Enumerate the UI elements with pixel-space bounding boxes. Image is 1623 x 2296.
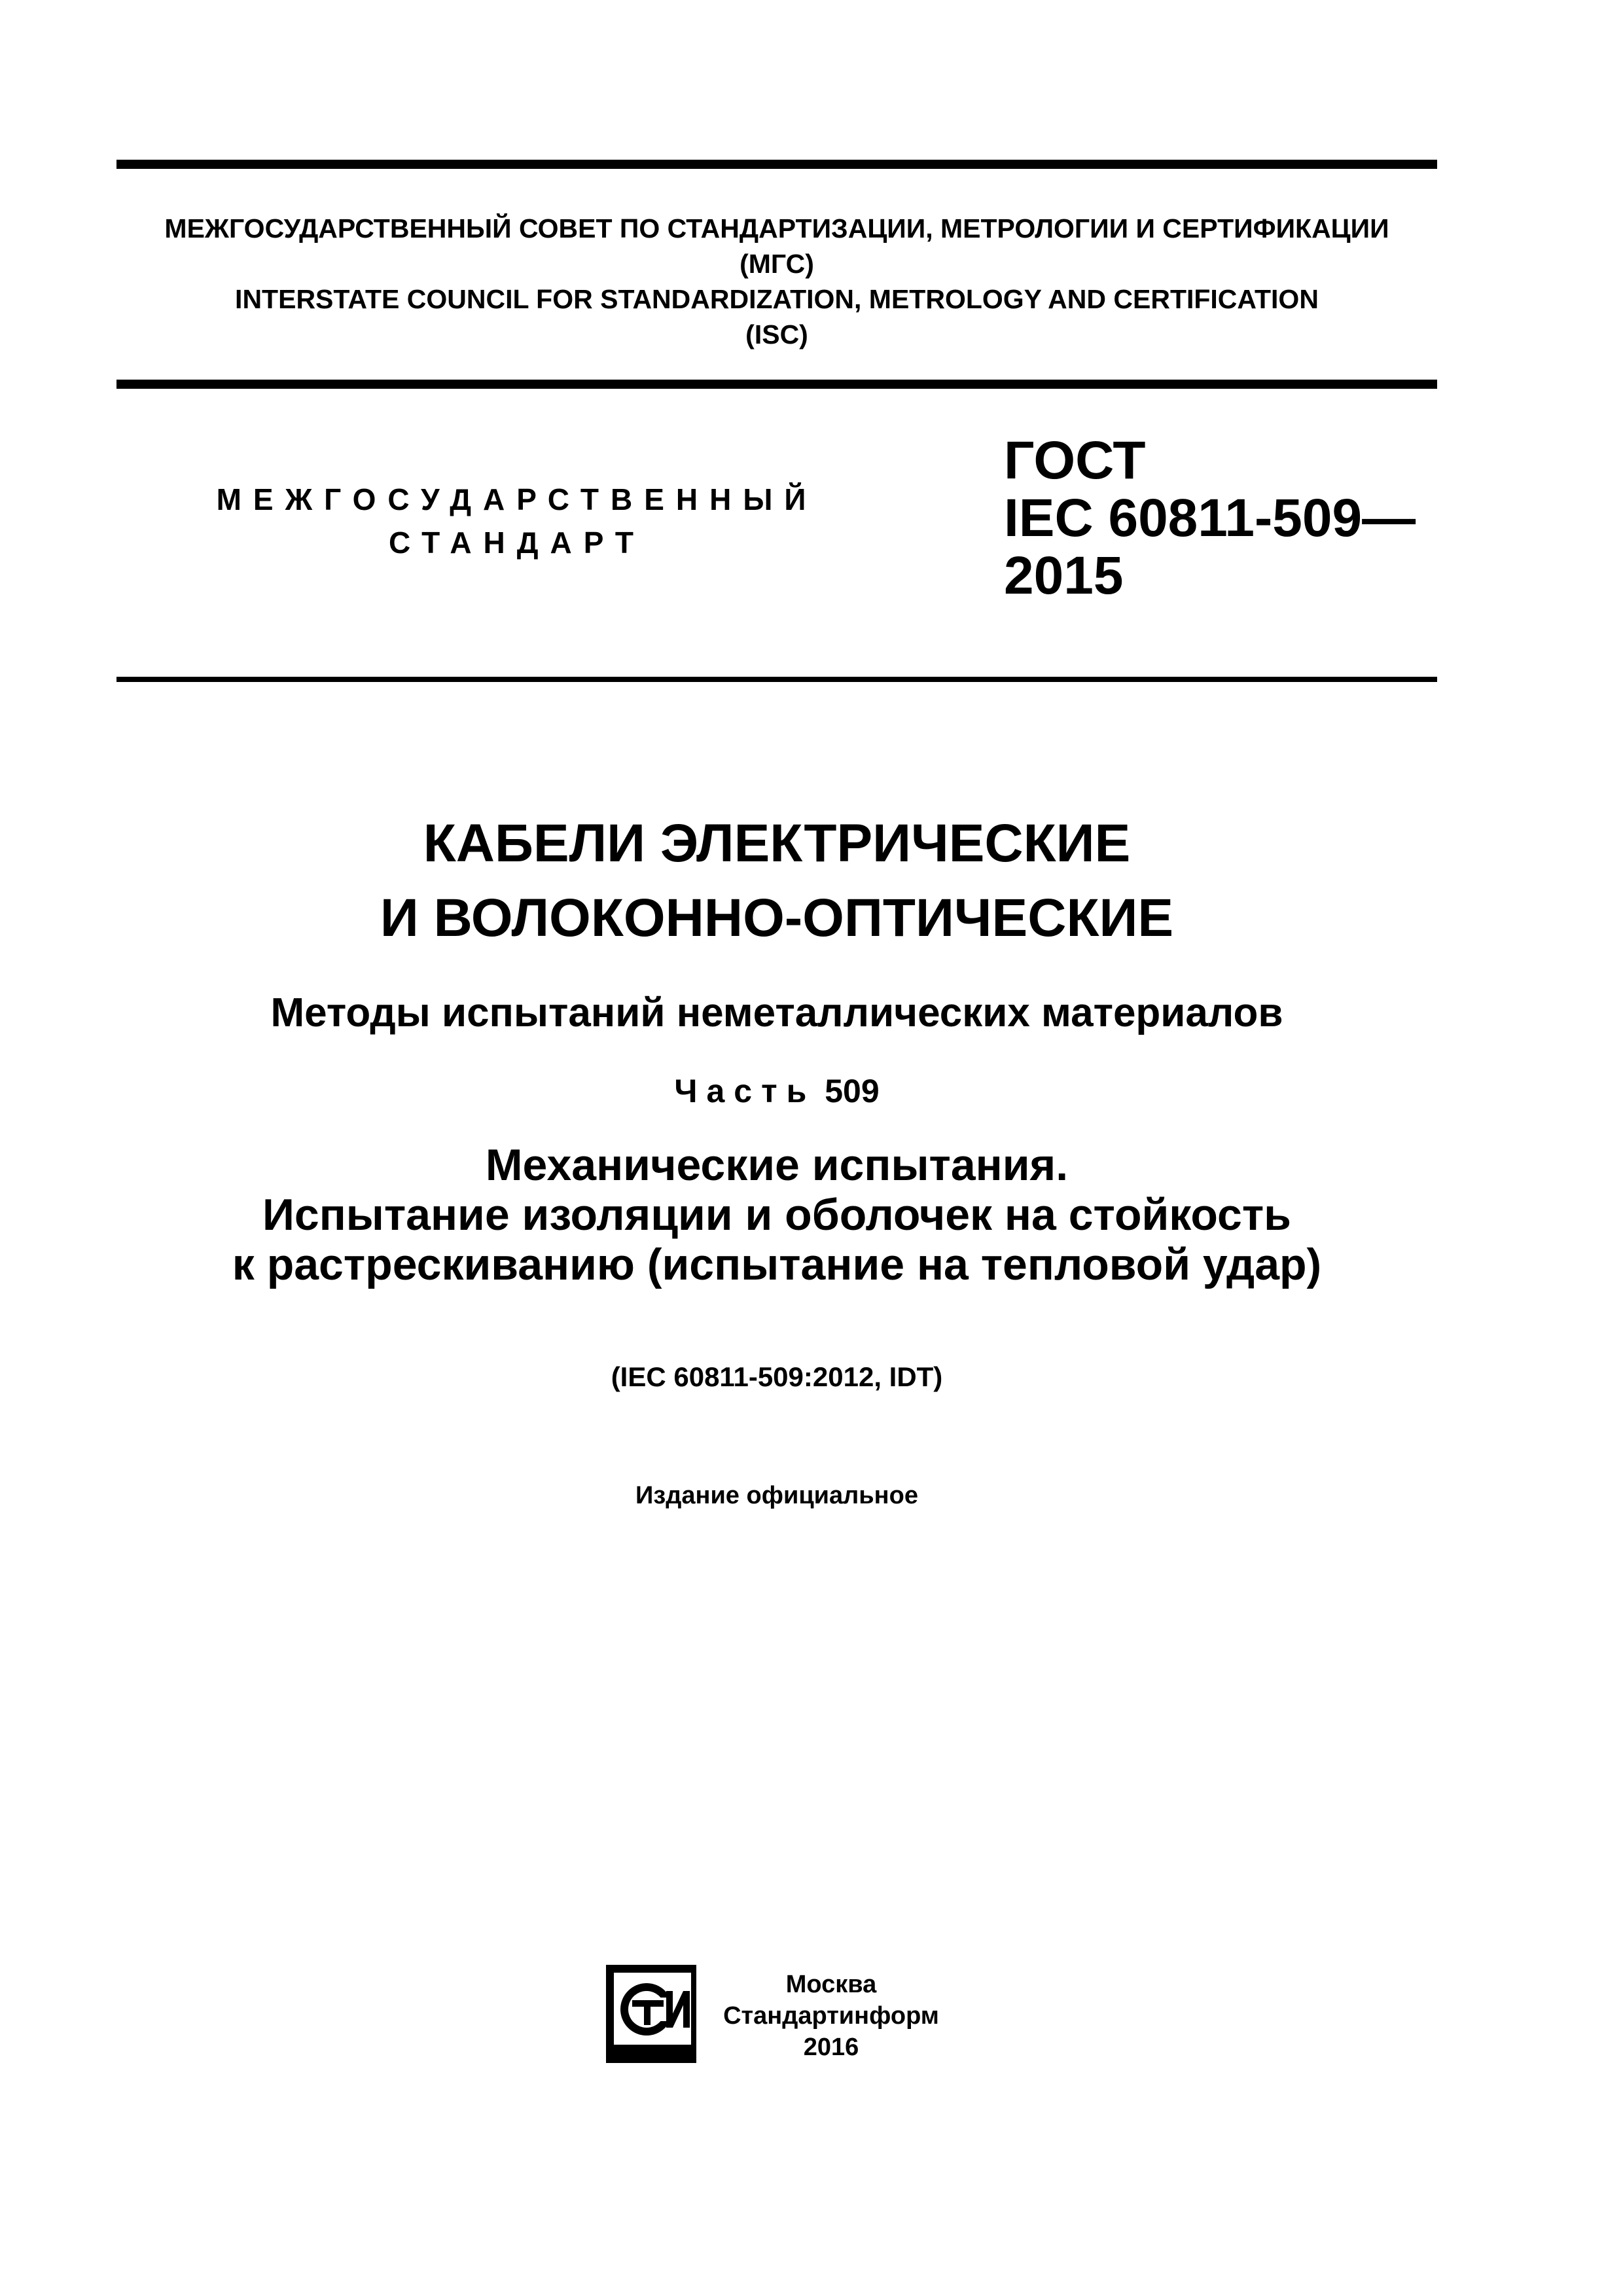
designation-rule <box>116 677 1437 682</box>
title-line2: И ВОЛОКОННО-ОПТИЧЕСКИЕ <box>380 888 1174 948</box>
part-word: Часть <box>674 1073 816 1109</box>
publisher-year: 2016 <box>803 2034 859 2061</box>
edition-note: Издание официальное <box>635 1482 918 1509</box>
publisher-city: Москва <box>785 1971 877 1998</box>
designation-year: 2015 <box>1004 546 1124 605</box>
top-rule <box>116 160 1437 169</box>
standard-type-line2: СТАНДАРТ <box>389 526 645 560</box>
part-label <box>116 1069 1437 1113</box>
part-title-line1: Механические испытания. <box>485 1140 1069 1190</box>
iec-reference: (IEC 60811-509:2012, IDT) <box>611 1361 943 1392</box>
publisher-block <box>707 1969 955 2063</box>
title-line1: КАБЕЛИ ЭЛЕКТРИЧЕСКИЕ <box>423 814 1131 873</box>
part-title-line2: Испытание изоляции и оболочек на стойкость <box>262 1190 1291 1240</box>
part-title <box>116 1140 1437 1289</box>
council-abbr-en: (ISC) <box>745 319 808 350</box>
standartinform-logo-icon <box>602 1961 700 2067</box>
council-header <box>116 211 1437 352</box>
document-subtitle: Методы испытаний неметаллических материалов <box>270 990 1283 1035</box>
standard-type <box>196 478 838 564</box>
council-name-en: INTERSTATE COUNCIL FOR STANDARDIZATION, METROLOGY AND CERTIFICATION <box>235 284 1319 314</box>
designation-gost: ГОСТ <box>1004 431 1146 490</box>
publisher-name: Стандартинформ <box>723 2002 939 2030</box>
standard-designation <box>1004 432 1416 605</box>
standard-type-line1: МЕЖГОСУДАРСТВЕННЫЙ <box>216 482 818 516</box>
council-rule <box>116 380 1437 389</box>
part-title-line3: к растрескиванию (испытание на тепловой удар) <box>232 1240 1322 1289</box>
document-title <box>116 806 1437 956</box>
part-number: 509 <box>825 1073 880 1109</box>
logo-graphic <box>602 1961 700 2067</box>
designation-number: IEC 60811-509— <box>1004 488 1416 548</box>
council-abbr-ru: (МГС) <box>740 249 814 279</box>
council-name-ru: МЕЖГОСУДАРСТВЕННЫЙ СОВЕТ ПО СТАНДАРТИЗАЦИИ, МЕТРОЛОГИИ И СЕРТИФИКАЦИИ <box>164 213 1389 243</box>
